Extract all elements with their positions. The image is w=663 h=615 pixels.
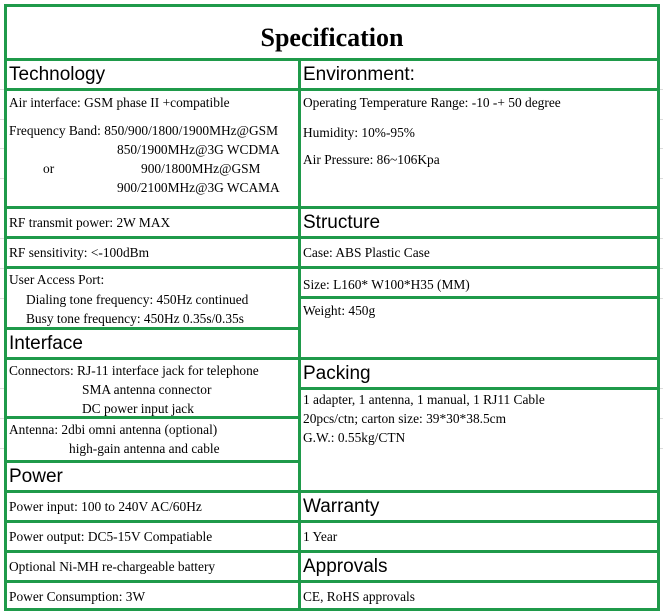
approvals-cell [298,580,660,611]
frequency-band-or: or [43,161,55,176]
frequency-band-line3: 900/1800MHz@GSM [141,161,261,176]
interface-header-cell [4,327,301,360]
structure-header-cell [298,206,660,239]
antenna-line2: high-gain antenna and cable [69,441,220,456]
antenna-cell [4,416,301,463]
air-interface-text: Air interface: GSM phase II +compatible [9,95,230,110]
dial-tone-text: Dialing tone frequency: 450Hz continued [26,292,249,307]
frequency-band-line1: Frequency Band: 850/900/1800/1900MHz@GSM [9,123,278,138]
user-access-text: User Access Port: [9,272,105,287]
power-header: Power [9,466,63,487]
size-text: Size: L160* W100*H35 (MM) [303,277,470,292]
packing-header-cell [298,357,660,390]
page-title: Specification [260,23,404,52]
rf-sensitivity-cell [4,236,301,269]
rf-sensitivity-text: RF sensitivity: <-100dBm [9,245,149,260]
case-cell [298,236,660,269]
rf-power-cell [4,206,301,239]
technology-header: Technology [9,64,106,85]
packing-line3: G.W.: 0.55kg/CTN [303,430,406,445]
user-access-cell [4,266,301,330]
warranty-header-cell [298,490,660,523]
packing-line1: 1 adapter, 1 antenna, 1 manual, 1 RJ11 Cable [303,392,545,407]
rf-power-text: RF transmit power: 2W MAX [9,215,171,230]
approvals-header-cell [298,550,660,583]
busy-tone-text: Busy tone frequency: 450Hz 0.35s/0.35s [26,311,244,326]
connectors-cell [4,357,301,419]
weight-text: Weight: 450g [303,303,376,318]
weight-cell [298,296,660,360]
pressure-text: Air Pressure: 86~106Kpa [303,152,440,167]
frequency-band-line4: 900/2100MHz@3G WCAMA [117,180,280,195]
technology-header-cell [4,58,301,91]
packing-header: Packing [303,363,371,384]
antenna-line1: Antenna: 2dbi omni antenna (optional) [9,422,218,437]
technology-cell [4,88,301,209]
battery-cell [4,550,301,583]
packing-line2: 20pcs/ctn; carton size: 39*30*38.5cm [303,411,507,426]
connectors-line3: DC power input jack [82,401,194,416]
battery-text: Optional Ni-MH re-chargeable battery [9,559,216,574]
environment-cell [298,88,660,209]
humidity-text: Humidity: 10%-95% [303,125,415,140]
approvals-text: CE, RoHS approvals [303,589,415,604]
environment-header-cell [298,58,660,91]
power-consumption-text: Power Consumption: 3W [9,589,146,604]
power-consumption-cell [4,580,301,611]
warranty-header: Warranty [303,496,380,517]
power-header-cell [4,460,301,493]
temperature-text: Operating Temperature Range: -10 -+ 50 degree [303,95,561,110]
approvals-header: Approvals [303,556,388,577]
warranty-text: 1 Year [303,529,338,544]
structure-header: Structure [303,212,381,233]
size-cell [298,266,660,299]
power-output-cell [4,520,301,553]
environment-header: Environment: [303,64,415,85]
connectors-line1: Connectors: RJ-11 interface jack for telephone [9,363,259,378]
interface-header: Interface [9,333,83,354]
frequency-band-line2: 850/1900MHz@3G WCDMA [117,142,280,157]
power-input-text: Power input: 100 to 240V AC/60Hz [9,499,202,514]
connectors-line2: SMA antenna connector [82,382,212,397]
packing-cell [298,387,660,493]
title-box [4,4,660,61]
case-text: Case: ABS Plastic Case [303,245,430,260]
power-output-text: Power output: DC5-15V Compatiable [9,529,213,544]
warranty-cell [298,520,660,553]
power-input-cell [4,490,301,523]
